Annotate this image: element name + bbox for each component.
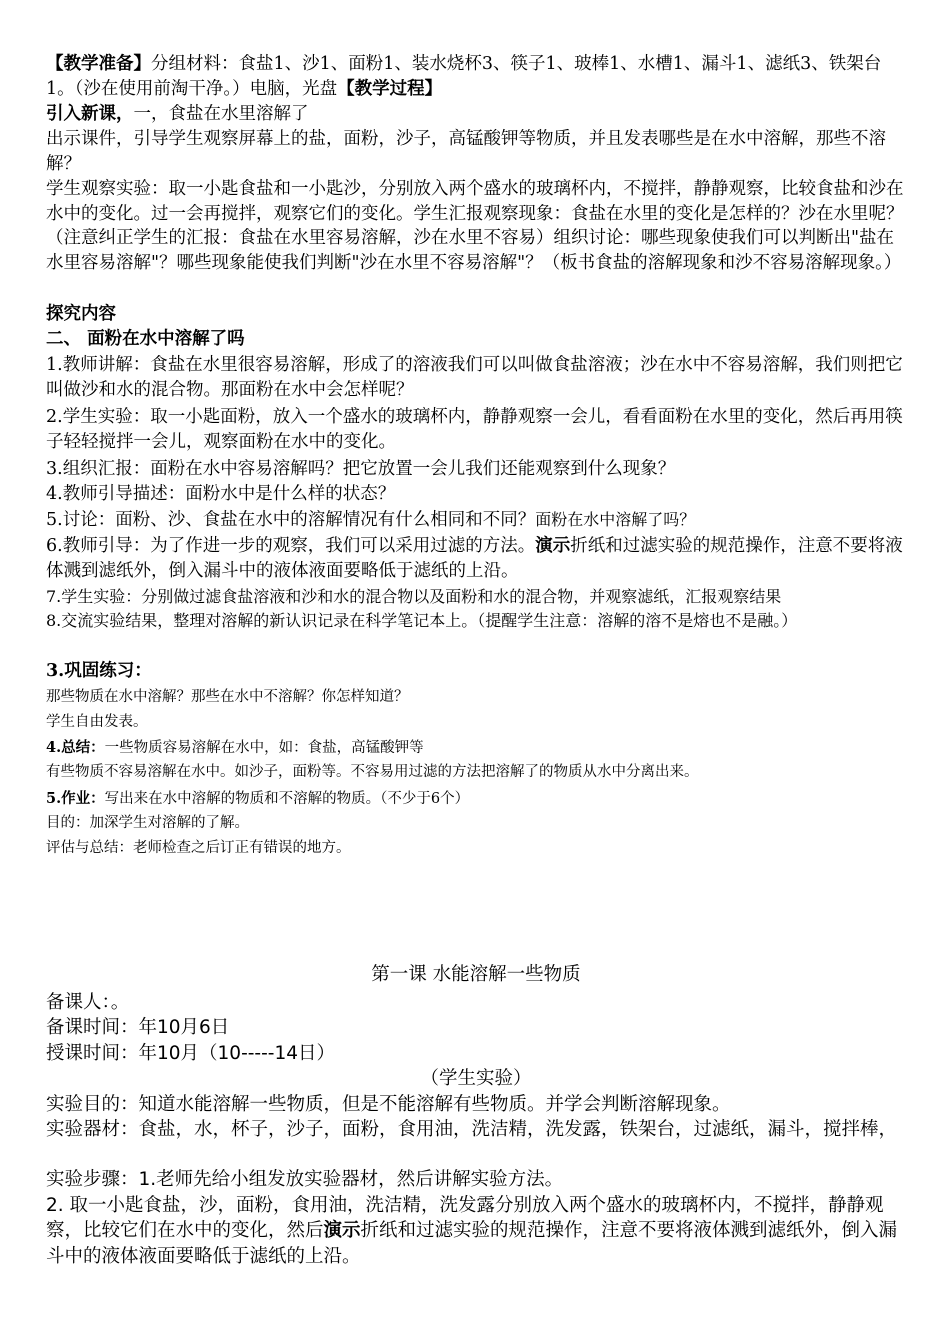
homework-text: 写出来在水中溶解的物质和不溶解的物质。（不少于6个） — [104, 791, 470, 807]
step-6 — [46, 534, 906, 583]
summary-text: 一些物质容易溶解在水中，如：食盐，高锰酸钾等 — [104, 740, 424, 756]
step-1: 1.教师讲解：食盐在水里很容易溶解，形成了的溶液我们可以叫做食盐溶液；沙在水中不容易溶解，我们则把它叫做沙和水的混合物。那面粉在水中会怎样呢？ — [46, 355, 903, 400]
intro-paragraph-1: 出示课件，引导学生观察屏幕上的盐，面粉，沙子，高锰酸钾等物质，并且发表哪些是在水中溶解，那些不溶解？ — [46, 129, 886, 174]
lesson-teach-time: 授课时间：年10月（10-----14日） — [46, 1043, 336, 1064]
step-6-a: 6.教师引导：为了作进一步的观察，我们可以采用过滤的方法。 — [46, 536, 536, 556]
homework-goal: 目的：加深学生对溶解的了解。 — [46, 815, 249, 831]
intro-label: 引入新课， — [46, 104, 134, 124]
prep-label: 【教学准备】 — [46, 54, 151, 74]
step-4: 4.教师引导描述：面粉水中是什么样的状态？ — [46, 484, 396, 504]
explore-label: 探究内容 — [46, 304, 116, 324]
intro-heading — [46, 102, 906, 127]
practice-answer: 学生自由发表。 — [46, 714, 148, 730]
lesson-title: 第一课 水能溶解一些物质 — [371, 964, 581, 985]
lesson-steps: 实验步骤：1.老师先给小组发放实验器材，然后讲解实验方法。 — [46, 1169, 564, 1190]
step-8: 8.交流实验结果，整理对溶解的新认识记录在科学笔记本上。（提醒学生注意：溶解的溶不是熔也不是融。） — [46, 611, 798, 630]
practice-question: 那些物质在水中溶解？那些在水中不溶解？你怎样知道？ — [46, 689, 409, 705]
homework-eval: 评估与总结：老师检查之后订正有错误的地方。 — [46, 840, 351, 856]
step-7: 7.学生实验：分别做过滤食盐溶液和沙和水的混合物以及面粉和水的混合物，并观察滤纸，汇报观察结果 — [46, 587, 782, 606]
step-2: 2.学生实验：取一小匙面粉，放入一个盛水的玻璃杯内，静静观察一会儿，看看面粉在水里的变化，然后再用筷子轻轻搅拌一会儿，观察面粉在水中的变化。 — [46, 407, 903, 452]
lesson-preparer: 备课人：。 — [46, 992, 130, 1013]
lesson-purpose: 实验目的：知道水能溶解一些物质，但是不能溶解有些物质。并学会判断溶解现象。 — [46, 1094, 731, 1115]
teaching-prep — [46, 52, 906, 101]
lesson-step-2 — [46, 1193, 906, 1269]
step-5-text: 5.讨论：面粉、沙、食盐在水中的溶解情况有什么相同和不同？ — [46, 510, 536, 530]
summary-label: 4.总结： — [46, 739, 105, 756]
homework — [46, 786, 906, 812]
summary-text-2: 有些物质不容易溶解在水中。如沙子，面粉等。不容易用过滤的方法把溶解了的物质从水中分离出来。 — [46, 764, 699, 780]
step-3: 3.组织汇报：面粉在水中容易溶解吗？把它放置一会儿我们还能观察到什么现象？ — [46, 459, 676, 479]
practice-label: 3.巩固练习： — [46, 661, 152, 681]
homework-label: 5.作业： — [46, 790, 105, 807]
lesson-prep-time: 备课时间：年10月6日 — [46, 1017, 230, 1038]
step-6-b: 折纸和过滤实验的规范操作，注意不要将液体溅到滤纸外，倒入漏斗中的液体液面要略低于滤纸的上沿。 — [46, 536, 903, 581]
summary — [46, 735, 906, 761]
section2-title: 二、 面粉在水中溶解了吗 — [46, 329, 245, 349]
lesson-step-2-b: 折纸和过滤实验的规范操作，注意不要将液体溅到滤纸外，倒入漏斗中的液体液面要略低于滤纸的上沿。 — [46, 1220, 898, 1267]
intro-title: 一，食盐在水里溶解了 — [133, 104, 309, 124]
process-label: 【教学过程】 — [337, 78, 443, 99]
prep-body: 分组材料：食盐1、沙1、面粉1、装水烧杯3、筷子1、玻棒1、水槽1、漏斗1、滤纸3、铁架台1。（沙在使用前淘干净。）电脑，光盘 — [46, 54, 882, 99]
lesson-step-2-a: 2. 取一小匙食盐，沙，面粉，食用油，洗洁精，洗发露分别放入两个盛水的玻璃杯内，不搅拌，静静观察，比较它们在水中的变化，然后 — [46, 1195, 884, 1242]
step-5-small: 面粉在水中溶解了吗？ — [535, 510, 696, 529]
intro-paragraph-2: 学生观察实验：取一小匙食盐和一小匙沙，分别放入两个盛水的玻璃杯内，不搅拌，静静观察，比较食盐和沙在水中的变化。过一会再搅拌，观察它们的变化。学生汇报观察现象：食盐在水里的变化是怎样的？沙在水里呢？（注意纠正学生的汇报：食盐在水里容易溶解，沙在水里不容易）组织讨论：哪些现象使我们可以判断出"盐在水里容易溶解"？哪些现象能使我们判断"沙在水里不容易溶解"？（板书食盐的溶解现象和沙不容易溶解现象。） — [46, 179, 904, 273]
step-6-bold: 演示 — [535, 536, 571, 556]
step-5 — [46, 508, 906, 533]
lesson-equipment: 实验器材：食盐，水，杯子，沙子，面粉，食用油，洗洁精，洗发露，铁架台，过滤纸，漏斗，搅拌棒， — [46, 1119, 898, 1140]
lesson-subtitle: （学生实验） — [420, 1068, 532, 1089]
lesson-step-2-bold: 演示 — [323, 1220, 361, 1242]
